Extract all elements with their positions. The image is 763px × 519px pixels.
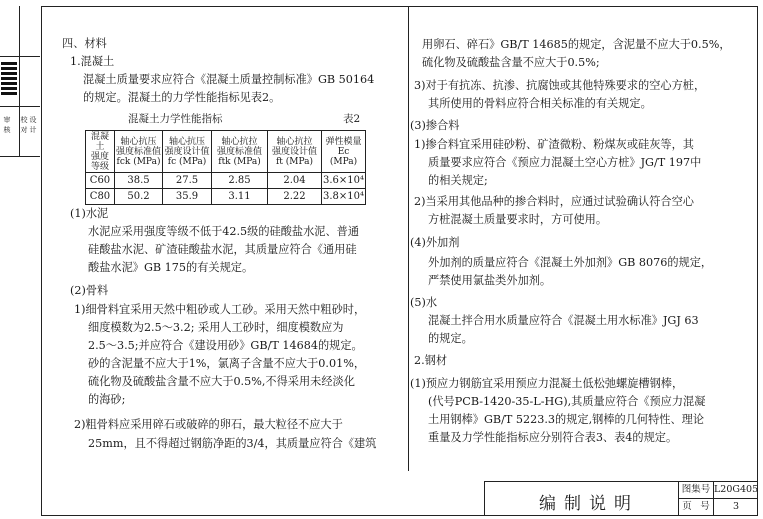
paragraph-line: (代号PCB-1420-35-L-HG),其质量应符合《预应力混凝 (428, 395, 706, 408)
subsection-title: (5)水 (410, 296, 438, 309)
header-text: 等级 (90, 161, 109, 172)
header-cell (86, 131, 115, 173)
header-text: 弹性模量 (325, 136, 362, 147)
header-text: 强度标准值 (216, 146, 262, 157)
atlas-number: L20G405 (714, 484, 759, 495)
paragraph-line: 2)当采用其他品种的掺合料时，应通过试验确认符合空心 (414, 195, 694, 208)
header-text: fc (MPa) (167, 156, 207, 167)
table-cell: 38.5 (115, 173, 163, 189)
header-text: fck (MPa) (116, 156, 161, 167)
concrete-properties-table (85, 130, 366, 205)
header-text: 轴心抗压 (120, 136, 157, 147)
paragraph-line: 砂的含泥量不应大于1%，氯离子含量不应大于0.01%， (88, 357, 366, 370)
table-row (86, 189, 366, 205)
header-text: ft (MPa) (275, 156, 314, 167)
paragraph-line: 土用钢棒》GB/T 5223.3的规定,钢棒的几何特性、理论 (428, 413, 705, 426)
paragraph-line: 严禁使用氯盐类外加剂。 (428, 274, 552, 287)
paragraph-line: 的海砂; (88, 393, 126, 406)
header-text: 强度标准值 (116, 146, 162, 157)
header-cell (322, 131, 366, 173)
paragraph-line: 硅酸盐水泥、矿渣硅酸盐水泥，其质量应符合《通用硅 (88, 243, 357, 256)
header-text: (MPa) (329, 156, 358, 167)
column-divider (408, 6, 409, 471)
paragraph-line: 1)掺合料宜采用硅砂粉、矿渣微粉、粉煤灰或硅灰等，其 (414, 138, 694, 151)
subsection-title: 1.混凝土 (70, 55, 115, 68)
header-text: 强度 (90, 151, 109, 162)
paragraph-line: 硫化物及硫酸盐含量不应大于0.5%,不得采用未经淡化 (88, 375, 355, 388)
paragraph-line: (1)预应力钢筋宜采用预应力混凝土低松弛螺旋槽钢棒， (410, 377, 684, 390)
page-label: 页 (682, 501, 692, 512)
strip-label: 计 (29, 126, 37, 134)
table-cell: 2.22 (268, 189, 322, 205)
table-cell: 27.5 (163, 173, 212, 189)
paragraph-line: 水泥应采用强度等级不低于42.5级的硅酸盐水泥、普通 (88, 225, 360, 238)
paragraph-line: 酸盐水泥》GB 175的有关规定。 (88, 261, 254, 274)
subsection-title: (2)骨料 (70, 284, 109, 297)
header-cell (115, 131, 163, 173)
strip-rule (0, 56, 40, 57)
paragraph-line: 的规定。混凝土的力学性能指标见表2。 (83, 91, 281, 104)
title-block (484, 481, 758, 516)
table-cell: C80 (86, 189, 115, 205)
paragraph-line: 的规定。 (428, 332, 473, 345)
paragraph-line: 2.5～3.5;并应符合《建设用砂》GB/T 14684的规定。 (88, 339, 363, 352)
table-cell: C60 (86, 173, 115, 189)
table-header-row (86, 131, 366, 173)
atlas-label: 图集号 (681, 484, 711, 495)
table-cell: 3.11 (212, 189, 268, 205)
table-cell: 3.8×10⁴ (322, 189, 366, 205)
paragraph-line: 1)细骨料宜采用天然中粗砂或人工砂。采用天然中粗砂时， (74, 303, 366, 316)
section-heading: 四、材料 (62, 37, 107, 50)
strip-label: 核 (3, 126, 11, 134)
header-cell (163, 131, 212, 173)
header-text: 强度设计值 (164, 146, 210, 157)
strip-label: 设 (29, 116, 37, 124)
paragraph-line: 混凝土质量要求应符合《混凝土质量控制标准》GB 50164 (83, 73, 375, 86)
header-text: 轴心抗拉 (221, 136, 258, 147)
header-text: 强度设计值 (271, 146, 317, 157)
paragraph-line: 用卵石、碎石》GB/T 14685的规定，含泥量不应大于0.5%， (422, 38, 731, 51)
table-cell: 2.04 (268, 173, 322, 189)
drawing-title: 编制说明 (539, 494, 639, 514)
paragraph-line: 其所使用的骨料应符合相关标准的有关规定。 (428, 97, 652, 110)
paragraph-line: 质量要求应符合《预应力混凝土空心方桩》JG/T 197中 (428, 156, 702, 169)
page-number: 3 (732, 501, 740, 512)
strip-rule (0, 156, 40, 157)
paragraph-line: 的相关规定; (428, 174, 488, 187)
table-number: 表2 (343, 113, 361, 125)
header-text: 轴心抗拉 (276, 136, 313, 147)
paragraph-line: 25mm，且不得超过钢筋净距的3/4，其质量应符合《建筑 (88, 437, 377, 450)
header-text: ftk (MPa) (218, 156, 261, 167)
paragraph-line: 3)对于有抗冻、抗渗、抗腐蚀或其他特殊要求的空心方桩， (414, 79, 706, 92)
table-cell: 2.85 (212, 173, 268, 189)
paragraph-line: 外加剂的质量应符合《混凝土外加剂》GB 8076的规定， (428, 256, 713, 269)
paragraph-line: 方桩混凝土质量要求时，方可使用。 (428, 213, 608, 226)
left-margin-strip (0, 6, 40, 516)
paragraph-line: 混凝土拌合用水质量应符合《混凝土用水标准》JGJ 63 (428, 314, 699, 327)
paragraph-line: 硫化物及硫酸盐含量不应大于0.5%; (422, 56, 600, 69)
subsection-title: (4)外加剂 (410, 236, 460, 249)
strip-label: 校 (20, 116, 28, 124)
header-text: 混凝土 (90, 131, 109, 152)
header-text: Ec (337, 146, 350, 157)
subsection-title: (3)掺合料 (410, 119, 460, 132)
subsection-title: (1)水泥 (70, 207, 109, 220)
paragraph-line: 细度模数为2.5～3.2; 采用人工砂时，细度模数应为 (88, 321, 344, 334)
paragraph-line: 2)粗骨料应采用碎石或破碎的卵石，最大粒径不应大于 (74, 418, 343, 431)
subsection-title: 2.钢材 (414, 354, 448, 367)
page-label: 号 (700, 501, 710, 512)
strip-label: 审 (3, 116, 11, 124)
header-text: 轴心抗压 (168, 136, 205, 147)
table-row (86, 173, 366, 189)
table-cell: 35.9 (163, 189, 212, 205)
strip-label: 对 (20, 126, 28, 134)
table-cell: 50.2 (115, 189, 163, 205)
strip-rule (0, 106, 40, 107)
table-cell: 3.6×10⁴ (322, 173, 366, 189)
header-cell (268, 131, 322, 173)
signature-stamp (1, 61, 17, 95)
paragraph-line: 重量及力学性能指标应分别符合表3、表4的规定。 (428, 431, 678, 444)
table-title: 混凝土力学性能指标 (128, 113, 223, 125)
header-cell (212, 131, 268, 173)
